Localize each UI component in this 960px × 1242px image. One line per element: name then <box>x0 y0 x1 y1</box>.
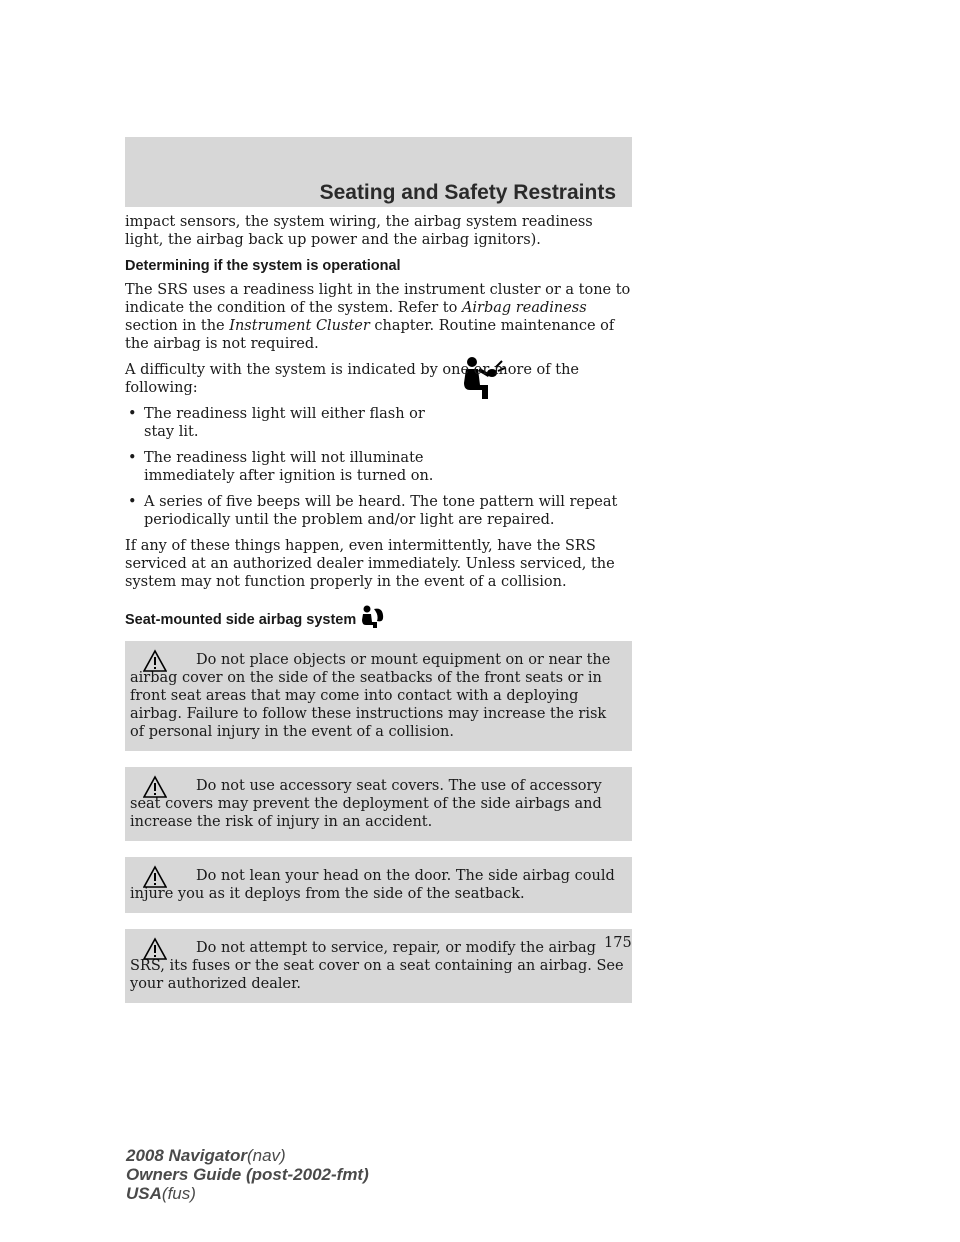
readiness-paragraph <box>125 281 632 353</box>
footer-market: USA <box>126 1184 162 1203</box>
warning-triangle-icon <box>143 775 167 799</box>
readiness-text-3: chapter. Routine maintenance of the airbag is not required. <box>125 318 615 352</box>
warning-box <box>125 929 632 1003</box>
intro-continuation: impact sensors, the system wiring, the airbag system readiness light, the airbag back up power and the airbag ignitors). <box>125 214 593 248</box>
footer-line-1 <box>126 1146 369 1165</box>
footer-line-3 <box>126 1184 369 1203</box>
bullet-dot: • <box>128 450 137 466</box>
section-heading-operational: Determining if the system is operational <box>125 258 401 274</box>
warning-triangle-icon <box>143 937 167 961</box>
footer-guide: Owners Guide (post-2002-fmt) <box>126 1165 369 1184</box>
readiness-text-1: The SRS uses a readiness light in the instrument cluster or a tone to indicate the condition of the system. Refer to <box>125 282 631 316</box>
warning-text: Do not place objects or mount equipment on or near the airbag cover on the side of the seatbacks of the front seats or in front seat areas that may come into contact with a deploying airbag. Failure to follow these instructions may increase the risk of personal injury in the event of a collision. <box>130 652 611 740</box>
page-title: Seating and Safety Restraints <box>319 181 616 204</box>
list-item <box>125 405 444 441</box>
warning-box <box>125 767 632 841</box>
list-item <box>125 493 632 529</box>
instrument-cluster-reference: Instrument Cluster <box>229 318 370 334</box>
footer-model: 2008 Navigator <box>126 1146 247 1165</box>
list-item <box>125 449 444 485</box>
airbag-readiness-reference: Airbag readiness <box>461 300 587 316</box>
warning-box <box>125 857 632 913</box>
header-band <box>125 137 632 207</box>
bullet-dot: • <box>128 494 137 510</box>
footer-market-tag: (fus) <box>161 1184 196 1203</box>
section-heading-side-airbag <box>125 605 632 629</box>
bullet-dot: • <box>128 406 137 422</box>
warning-triangle-icon <box>143 649 167 673</box>
warning-triangle-icon <box>143 865 167 889</box>
footer-model-tag: (nav) <box>246 1146 286 1165</box>
page-number: 175 <box>604 935 632 951</box>
bullet-text: The readiness light will either flash or stay lit. <box>144 406 425 440</box>
side-airbag-heading-text: Seat-mounted side airbag system <box>125 612 357 628</box>
footer-line-2 <box>126 1165 369 1184</box>
side-airbag-icon <box>358 605 386 629</box>
service-paragraph: If any of these things happen, even intermittently, have the SRS serviced at an authorized dealer immediately. Unless serviced, the system may not function properly in the event of a collision. <box>125 538 615 590</box>
bullet-text: A series of five beeps will be heard. The tone pattern will repeat periodically until the problem and/or light are repaired. <box>144 494 618 528</box>
difficulty-lead: A difficulty with the system is indicated by one or more of the following: <box>125 362 579 396</box>
warning-box <box>125 641 632 751</box>
bullet-text: The readiness light will not illuminate immediately after ignition is turned on. <box>144 450 434 484</box>
readiness-text-2: section in the <box>125 318 230 334</box>
warning-text: Do not use accessory seat covers. The use of accessory seat covers may prevent the deployment of the side airbags and increase the risk of injury in an accident. <box>130 778 602 830</box>
warning-text: Do not attempt to service, repair, or modify the airbag SRS, its fuses or the seat cover on a seat containing an airbag. See your authorized dealer. <box>130 940 624 992</box>
footer <box>126 1146 369 1203</box>
page-content <box>125 213 632 1019</box>
warning-text: Do not lean your head on the door. The side airbag could injure you as it deploys from the side of the seatback. <box>130 868 615 902</box>
